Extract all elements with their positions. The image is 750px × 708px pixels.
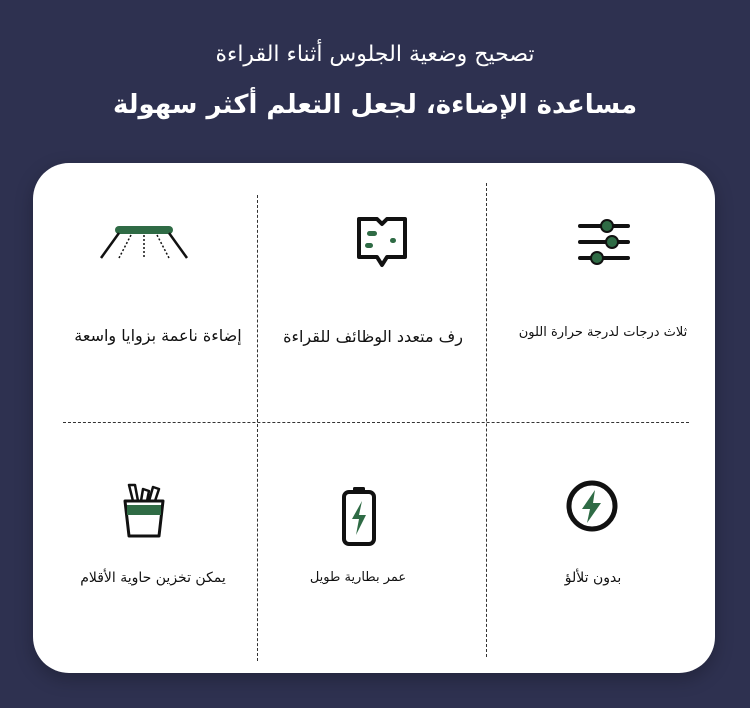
feature-label-pen-holder: يمكن تخزين حاوية الأقلام xyxy=(80,570,226,586)
feature-label-battery: عمر بطارية طويل xyxy=(309,570,407,585)
feature-label-book-stand: رف متعدد الوظائف للقراءة xyxy=(283,327,463,346)
features-card xyxy=(33,163,715,673)
divider-vertical-left xyxy=(257,195,258,661)
battery-icon xyxy=(339,485,379,547)
feature-label-color-temperature: ثلاث درجات لدرجة حرارة اللون xyxy=(518,325,688,340)
divider-horizontal xyxy=(63,422,689,423)
pen-holder-icon xyxy=(121,481,167,539)
title-line-1: تصحيح وضعية الجلوس أثناء القراءة xyxy=(215,42,535,67)
book-stand-icon xyxy=(353,213,411,271)
sliders-icon xyxy=(577,218,631,268)
title-line-2: مساعدة الإضاءة، لجعل التعلم أكثر سهولة xyxy=(112,90,638,120)
divider-vertical-right xyxy=(486,183,487,657)
feature-label-wide-light: إضاءة ناعمة بزوايا واسعة xyxy=(74,326,242,345)
feature-label-flicker-free: بدون تلألؤ xyxy=(564,570,622,586)
lightning-circle-icon xyxy=(565,479,619,533)
wide-light-icon xyxy=(99,223,189,263)
